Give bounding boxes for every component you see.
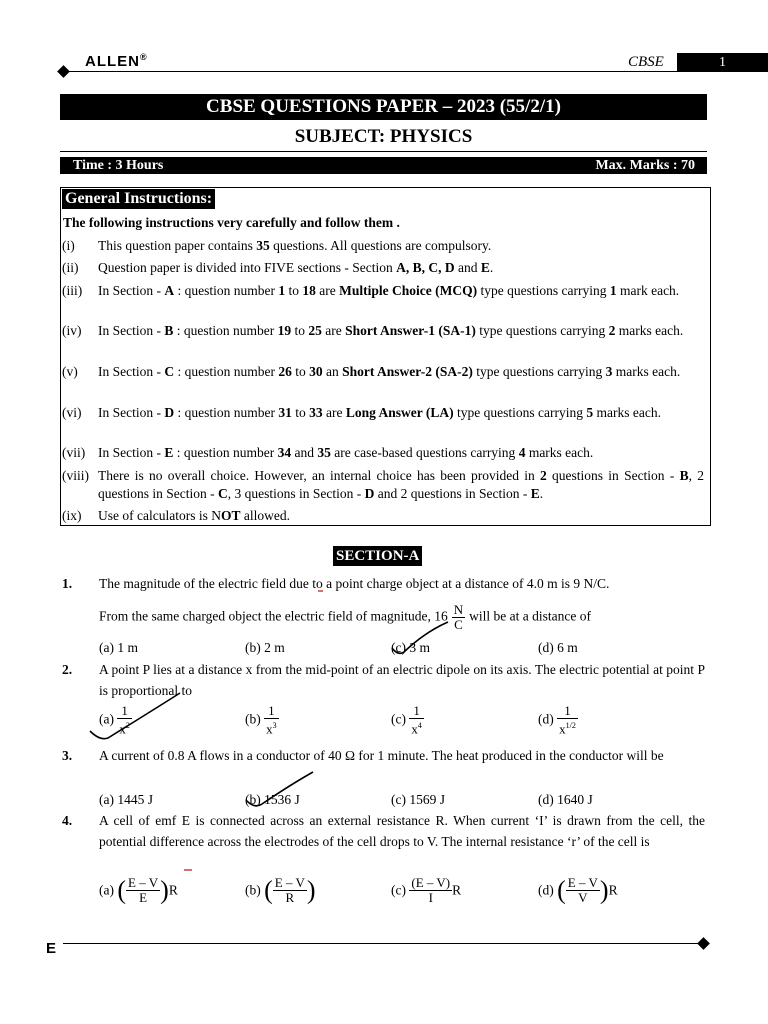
max-marks-label: Max. Marks : 70 (595, 158, 695, 173)
instruction-number: (ii) (62, 260, 79, 275)
tick-q2-icon (90, 693, 180, 739)
question-number: 2. (62, 662, 73, 677)
q4-option-d[interactable]: (d) ( $\frac{E - V}{V}$ )R (538, 875, 618, 905)
instruction-number: (vii) (62, 445, 86, 460)
tick-q3-icon (246, 772, 313, 806)
q1-option-d[interactable]: (d) 6 m (538, 640, 578, 655)
q3-option-c[interactable]: (c) 1569 J (391, 792, 445, 807)
footer-rule (63, 943, 703, 944)
option-fraction: $\frac{E - V}{E}$ (128, 875, 159, 905)
instruction-number: (ix) (62, 508, 82, 523)
instruction-text: In Section - B : question number 19 to 25 are Short Answer-1 (SA-1) type questions carrying 2 marks each. (98, 323, 684, 338)
instruction-number: (iv) (62, 323, 82, 338)
q3-option-a[interactable]: (a) 1445 J (99, 792, 153, 807)
allen-logo: ALLEN® (85, 52, 148, 70)
instruction-text: In Section - C : question number 26 to 30 an Short Answer-2 (SA-2) type questions carrying 3 marks each. (98, 364, 681, 379)
option-fraction: $\frac{1}{x^3}$ (266, 703, 277, 737)
question-number: 1. (62, 576, 73, 591)
question-number: 3. (62, 748, 73, 763)
instruction-text: Question paper is divided into FIVE sections - Section A, B, C, D and E. (98, 260, 494, 275)
instruction-number: (vi) (62, 405, 82, 420)
q2-option-a[interactable]: (a) $\frac{1}{x^2}$ (99, 703, 130, 737)
instruction-text: In Section - E : question number 34 and 35 are case-based questions carrying 4 marks each. (98, 445, 594, 460)
question-text: A current of 0.8 A flows in a conductor of 40 Ω for 1 minute. The heat produced in the conductor will be (99, 748, 664, 763)
q1-option-c[interactable]: (c) 3 m (391, 640, 430, 655)
paper-title: CBSE QUESTIONS PAPER – 2023 (55/2/1) (60, 94, 707, 120)
q4-option-c[interactable]: (c) $\frac{(E - V)}{I}$ R (391, 875, 462, 905)
question-text: A cell of emf E is connected across an external resistance R. When current ‘I’ is drawn from the cell, the potential difference across the electrodes of the cell drops to V. The internal resistance ‘r’ of the cell is (99, 813, 705, 849)
instruction-text: In Section - A : question number 1 to 18 are Multiple Choice (MCQ) type questions carrying 1 mark each. (98, 283, 680, 298)
instruction-number: (v) (62, 364, 78, 379)
instruction-text: There is no overall choice. However, an internal choice has been provided in 2 questions in Section - B, 2 questions in Section - C, 3 questions in Section - D and 2 questions in Section - E. (98, 468, 705, 501)
footer-letter: E (46, 940, 57, 957)
q2-option-b[interactable]: (b) $\frac{1}{x^3}$ (245, 703, 277, 737)
option-fraction: $\frac{1}{x^2}$ (119, 703, 130, 737)
instructions-subtitle: The following instructions very carefully and follow them . (63, 215, 400, 230)
header-board: CBSE (628, 54, 664, 70)
option-fraction: $\frac{(E - V)}{I}$ (411, 875, 451, 905)
instruction-text: Use of calculators is NOT allowed. (98, 508, 290, 523)
instructions-title: General Instructions: (62, 189, 215, 209)
q4-option-b[interactable]: (b) ( $\frac{E - V}{R}$ ) (245, 875, 316, 905)
instruction-number: (viii) (62, 468, 89, 483)
q4-option-a[interactable]: (a) ( $\frac{E - V}{E}$ )R (99, 875, 178, 905)
option-fraction: $\frac{1}{x^4}$ (411, 703, 422, 737)
instruction-number: (i) (62, 238, 75, 253)
time-label: Time : 3 Hours (73, 158, 164, 173)
question-text: A point P lies at a distance x from the mid-point of an electric dipole on its axis. The electric potential at point P is proportional to (99, 662, 705, 698)
page-number: 1 (677, 53, 768, 72)
unit-fraction: $\frac{N}{C}$ (453, 602, 464, 632)
instruction-text: This question paper contains 35 questions. All questions are compulsory. (98, 238, 492, 253)
option-fraction: $\frac{E - V}{R}$ (274, 875, 305, 905)
subject-title: SUBJECT: PHYSICS (294, 126, 473, 147)
instruction-number: (iii) (62, 283, 83, 298)
question-text: The magnitude of the electric field due to a point charge object at a distance of 4.0 m is 9 N/C. From the same charged object the electric field of magnitude, 16 $\frac{N}{C}$ will be at a distance of (99, 576, 610, 632)
tick-q1-icon (392, 622, 448, 653)
q1-option-a[interactable]: (a) 1 m (99, 640, 138, 655)
q1-option-b[interactable]: (b) 2 m (245, 640, 285, 655)
option-fraction: $\frac{1}{x^{1/2}}$ (559, 703, 576, 737)
q2-option-d[interactable]: (d) $\frac{1}{x^{1/2}}$ (538, 703, 576, 737)
q2-option-c[interactable]: (c) $\frac{1}{x^4}$ (391, 703, 422, 737)
question-number: 4. (62, 813, 73, 828)
q3-option-b[interactable]: (b) 1536 J (245, 792, 300, 807)
instruction-text: In Section - D : question number 31 to 33 are Long Answer (LA) type questions carrying 5 marks each. (98, 405, 661, 420)
option-fraction: $\frac{E - V}{V}$ (567, 875, 598, 905)
section-a-title: SECTION-A (333, 546, 422, 566)
q3-option-d[interactable]: (d) 1640 J (538, 792, 593, 807)
